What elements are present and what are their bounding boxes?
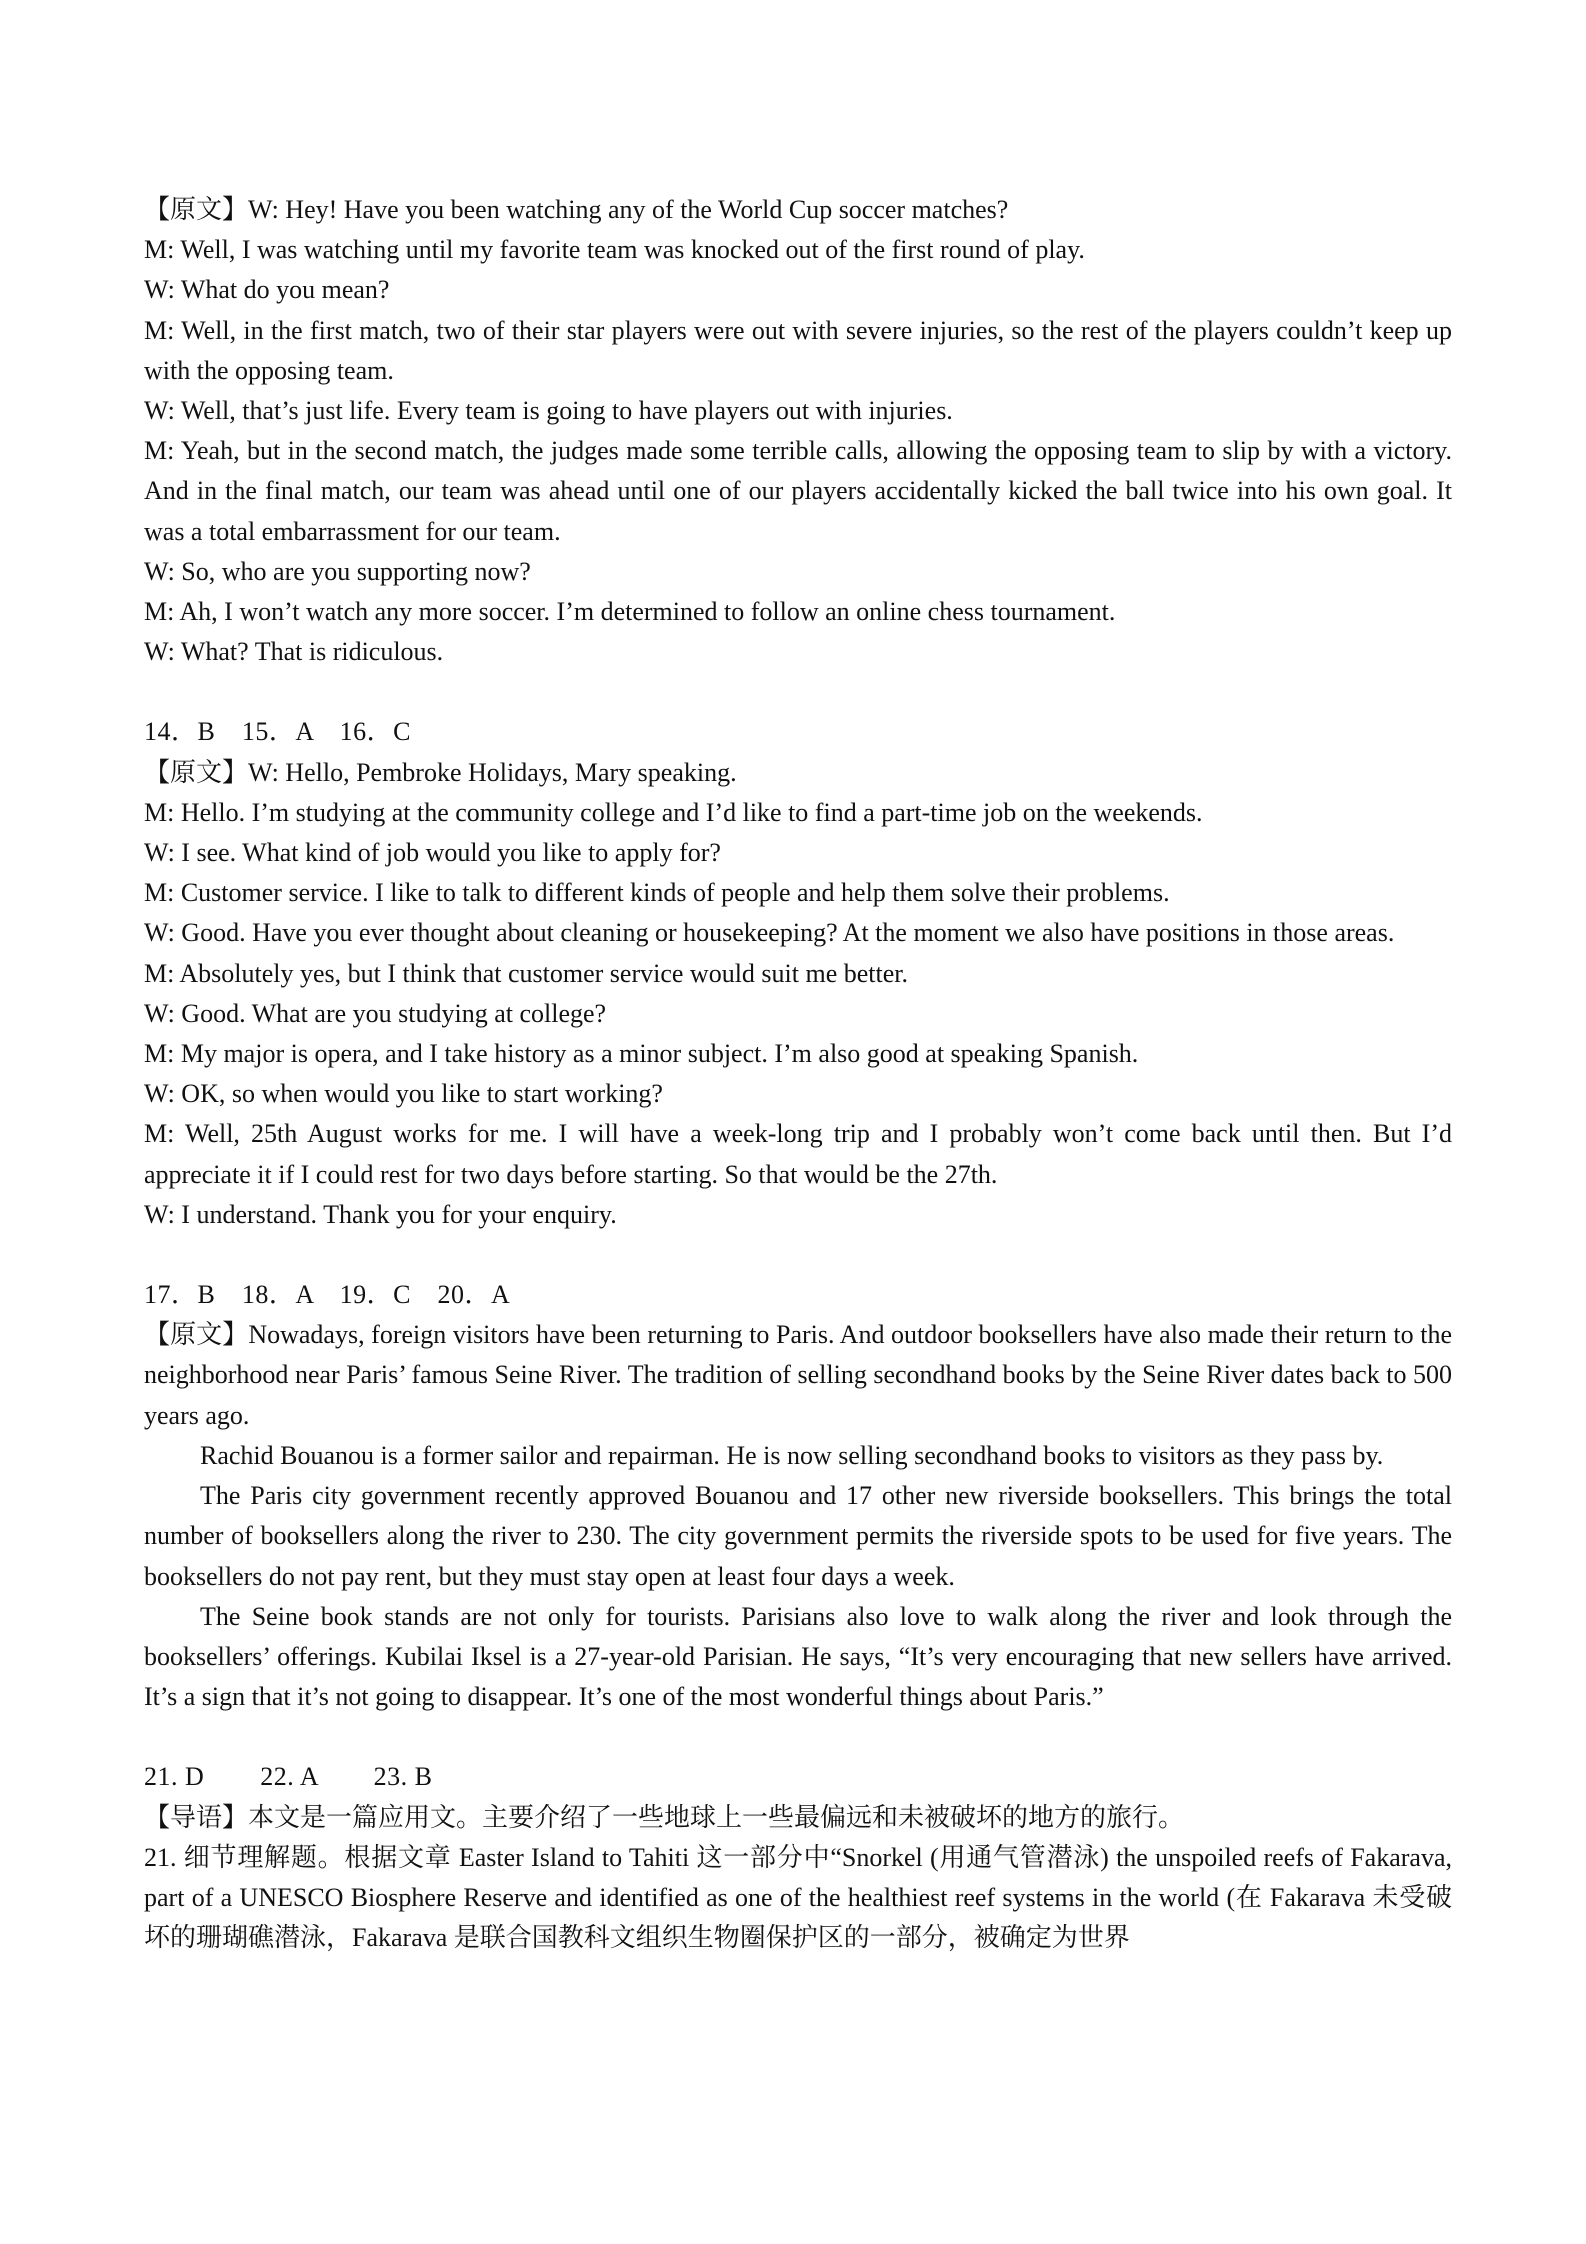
dialogue-line: M: Absolutely yes, but I think that customer service would suit me better. (144, 958, 908, 988)
dialogue-line: M: Well, I was watching until my favorite team was knocked out of the first round of play. (144, 235, 1085, 265)
dialogue-line: M: Well, 25th August works for me. I will have a week-long trip and I probably won’t come back until then. But I’d appreciate it if I could rest for two days before starting. So that would be the 27th. (144, 1119, 1452, 1189)
passage-paragraph: The Seine book stands are not only for tourists. Parisians also love to walk along the river and look through the booksellers’ offerings. Kubilai Iksel is a 27-year-old Parisian. He says, “It’s very encouraging that new sellers have arrived. It’s a sign that it’s not going to disappear. It’s one of the most wonderful things about Paris.” (144, 1601, 1452, 1712)
explanation-text: 21. 细节理解题。根据文章 Easter Island to Tahiti 这一部分中“Snorkel (用通气管潜泳) the unspoiled reefs of Fakarava, part of a UNESCO Biosphere Reserve and identified as one of the healthiest reef systems in the world (在 Fakarava 未受破坏的珊瑚礁潜泳，Fakarava 是联合国教科文组织生物圈保护区的一部分，被确定为世界 (144, 1842, 1452, 1953)
analysis-section-4 (144, 1757, 1452, 1958)
dialogue-line: W: Well, that’s just life. Every team is going to have players out with injuries. (144, 396, 953, 426)
answer-key: 17．B 18．A 19．C 20．A (144, 1280, 511, 1310)
dialogue-section-2 (144, 712, 1452, 1235)
dialogue-line: M: Hello. I’m studying at the community college and I’d like to find a part-time job on the weekends. (144, 797, 1203, 827)
dialogue-line: W: I see. What kind of job would you like to apply for? (144, 838, 721, 868)
dialogue-line: W: OK, so when would you like to start working? (144, 1079, 663, 1109)
dialogue-line: W: Good. Have you ever thought about cleaning or housekeeping? At the moment we also have positions in those areas. (144, 918, 1395, 948)
dialogue-line: M: Ah, I won’t watch any more soccer. I’m determined to follow an online chess tournament. (144, 597, 1116, 627)
dialogue-line: M: Customer service. I like to talk to different kinds of people and help them solve their problems. (144, 878, 1170, 908)
dialogue-line: W: What do you mean? (144, 275, 390, 305)
section-gap (144, 1717, 1452, 1757)
passage-paragraph: The Paris city government recently approved Bouanou and 17 other new riverside booksellers. This brings the total number of booksellers along the river to 230. The city government permits the riverside spots to be used for five years. The booksellers do not pay rent, but they must stay open at least four days a week. (144, 1481, 1452, 1591)
dialogue-line: 【原文】W: Hey! Have you been watching any of the World Cup soccer matches? (144, 195, 1009, 224)
dialogue-line: W: I understand. Thank you for your enquiry. (144, 1199, 617, 1229)
dialogue-line: W: Good. What are you studying at college? (144, 998, 607, 1028)
passage-intro: 【原文】Nowadays, foreign visitors have been returning to Paris. And outdoor booksellers have also made their return to the neighborhood near Paris’ famous Seine River. The tradition of selling secondhand books by the Seine River dates back to 500 years ago. (144, 1320, 1452, 1430)
dialogue-line: M: Well, in the first match, two of their star players were out with severe injuries, so the rest of the players couldn’t keep up with the opposing team. (144, 315, 1452, 385)
dialogue-line: W: So, who are you supporting now? (144, 556, 531, 586)
answer-key: 21. D 22. A 23. B (144, 1762, 433, 1792)
passage-section-3 (144, 1275, 1452, 1717)
section-gap (144, 672, 1452, 712)
passage-paragraph: Rachid Bouanou is a former sailor and repairman. He is now selling secondhand books to visitors as they pass by. (200, 1440, 1384, 1470)
dialogue-line: M: My major is opera, and I take history as a minor subject. I’m also good at speaking Spanish. (144, 1039, 1139, 1069)
dialogue-line: 【原文】W: Hello, Pembroke Holidays, Mary speaking. (144, 757, 737, 787)
section-gap (144, 1235, 1452, 1275)
dialogue-line: W: What? That is ridiculous. (144, 637, 444, 667)
dialogue-line: M: Yeah, but in the second match, the judges made some terrible calls, allowing the opposing team to slip by with a victory. And in the final match, our team was ahead until one of our players accidentally kicked the ball twice into his own goal. It was a total embarrassment for our team. (144, 436, 1452, 546)
dialogue-section-1 (144, 190, 1452, 672)
guide-text: 【导语】本文是一篇应用文。主要介绍了一些地球上一些最偏远和未被破坏的地方的旅行。 (144, 1802, 1185, 1832)
answer-key: 14．B 15．A 16．C (144, 717, 412, 747)
